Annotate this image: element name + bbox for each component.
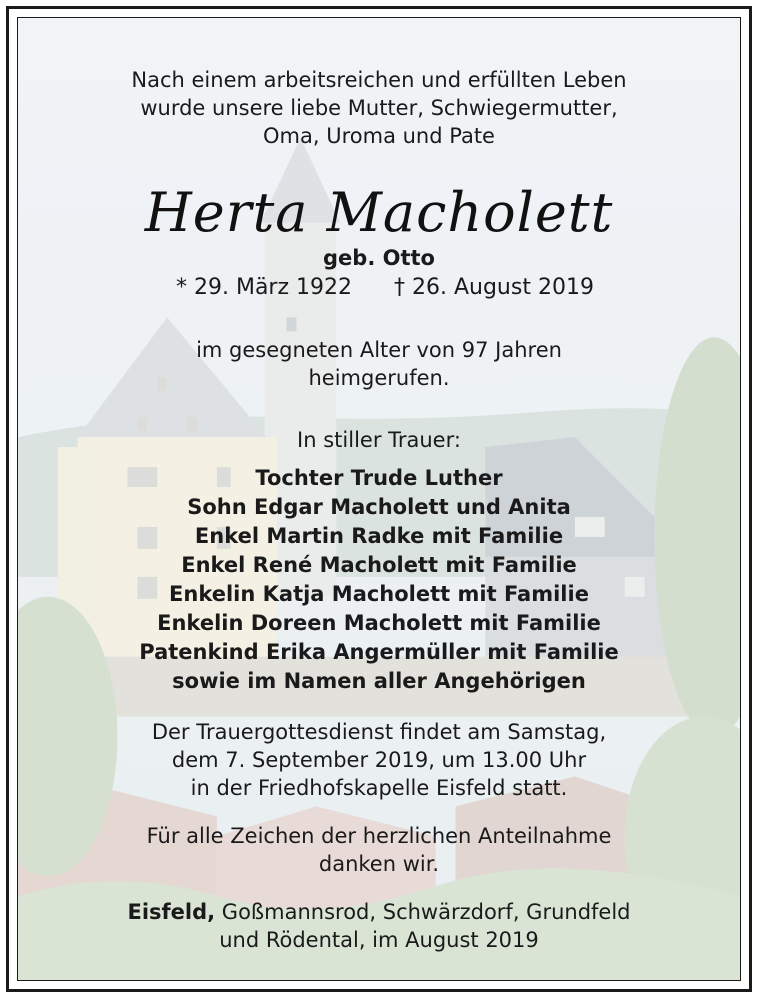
- mourner-1: Tochter Trude Luther: [255, 466, 503, 490]
- intro-line-3: Oma, Uroma und Pate: [263, 124, 495, 148]
- death-date: † 26. August 2019: [394, 275, 594, 300]
- mourner-2: Sohn Edgar Macholett und Anita: [187, 495, 571, 519]
- service-line-2: dem 7. September 2019, um 13.00 Uhr: [171, 748, 587, 772]
- intro-line-2: wurde unsere liebe Mutter, Schwiegermutter,: [140, 96, 618, 120]
- mourner-8: sowie im Namen aller Angehörigen: [172, 669, 586, 693]
- place-villages: Goßmannsrod, Schwärzdorf, Grundfeld: [215, 900, 631, 924]
- intro-line-1: Nach einem arbeitsreichen und erfüllten Leben: [131, 68, 627, 92]
- mourning-heading: In stiller Trauer:: [297, 428, 461, 452]
- notice-text: [18, 18, 740, 980]
- place-line-1: [18, 898, 740, 926]
- mourner-3: Enkel Martin Radke mit Familie: [194, 524, 564, 548]
- deceased-name: Herta Macholett: [144, 181, 614, 244]
- age-line-1: im gesegneten Alter von 97 Jahren: [196, 338, 562, 362]
- age-line-2: heimgerufen.: [308, 366, 450, 390]
- maiden-name: geb. Otto: [323, 246, 435, 270]
- service-line-1: Der Trauergottesdienst findet am Samstag,: [151, 720, 607, 744]
- mourner-4: Enkel René Macholett mit Familie: [181, 553, 577, 577]
- mourner-5: Enkelin Katja Macholett mit Familie: [169, 582, 589, 606]
- place-town: Eisfeld,: [127, 900, 216, 924]
- birth-date: * 29. März 1922: [176, 275, 353, 300]
- mourner-7: Patenkind Erika Angermüller mit Familie: [139, 640, 619, 664]
- thanks-line-1: Für alle Zeichen der herzlichen Anteilnahme: [146, 824, 612, 848]
- notice-panel: [17, 17, 741, 981]
- service-line-3: in der Friedhofskapelle Eisfeld statt.: [190, 776, 568, 800]
- outer-border: [6, 6, 752, 992]
- thanks-line-2: danken wir.: [318, 852, 440, 876]
- place-line-2: und Rödental, im August 2019: [219, 928, 539, 952]
- mourner-6: Enkelin Doreen Macholett mit Familie: [157, 611, 601, 635]
